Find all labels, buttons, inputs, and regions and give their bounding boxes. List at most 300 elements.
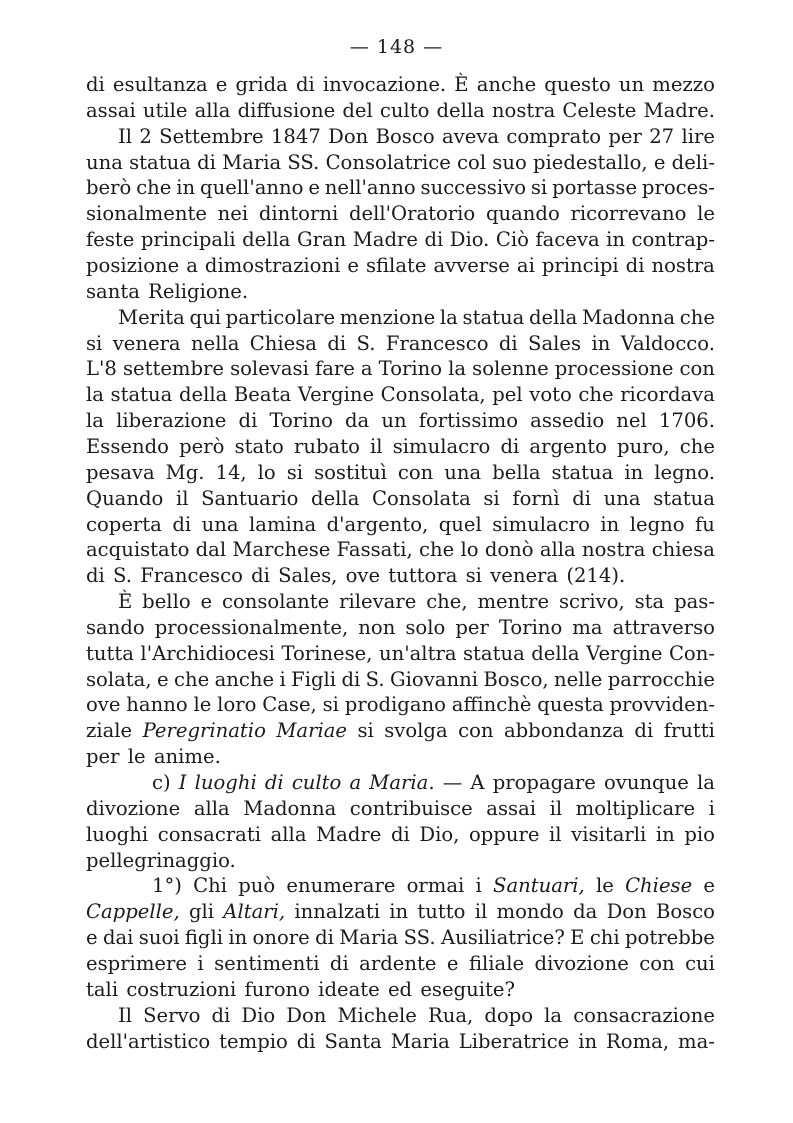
word: da <box>345 409 370 433</box>
italic-word: Altari, <box>223 900 286 924</box>
word: È <box>118 590 133 613</box>
word: tutta <box>86 641 134 665</box>
word: 1706. <box>658 409 715 433</box>
word: Madonna <box>243 796 337 820</box>
word: e <box>308 176 320 200</box>
word: principali <box>140 228 236 252</box>
word: ed <box>387 977 413 1001</box>
word: Maria <box>222 150 282 174</box>
word: ricordava <box>620 383 715 407</box>
word: alla <box>270 822 307 846</box>
word: Sales <box>528 331 582 355</box>
word: aveva <box>441 124 500 148</box>
word: questo <box>544 73 611 96</box>
word: di <box>315 926 334 950</box>
word: non <box>358 615 396 639</box>
word: Chiesa <box>249 331 317 355</box>
word: simulacro <box>392 434 491 458</box>
text-line <box>118 305 715 331</box>
text-line <box>86 150 715 176</box>
italic-word: a <box>349 771 362 794</box>
word: processione <box>554 357 674 381</box>
word: utile <box>142 98 188 122</box>
word: di <box>572 486 592 510</box>
word: può <box>238 874 276 898</box>
word: feste <box>86 228 135 252</box>
word: dimostrazioni <box>204 254 341 277</box>
word: fare <box>314 357 355 381</box>
text-line <box>86 175 715 201</box>
word: Consolata, <box>380 383 486 407</box>
word: per <box>455 615 489 639</box>
word: Francesco <box>140 564 243 588</box>
word: gli <box>188 900 215 924</box>
word: potrebbe <box>625 926 715 950</box>
text-line <box>86 98 715 124</box>
word: Don <box>328 124 369 148</box>
word: Torinese, <box>281 641 373 665</box>
text-line <box>86 460 715 486</box>
word: deli- <box>671 150 715 174</box>
word: si <box>86 331 103 355</box>
text-line <box>86 718 715 744</box>
word: che, <box>426 590 468 613</box>
word: esultanza <box>112 73 208 96</box>
word: che <box>578 383 614 407</box>
word: eseguite? <box>420 977 515 1001</box>
word: figli <box>184 926 223 950</box>
word: Figli <box>291 667 337 691</box>
word: ove <box>345 564 381 588</box>
word: della <box>529 305 578 329</box>
word: E <box>570 926 585 950</box>
word: col <box>457 150 487 174</box>
word: anime. <box>153 745 221 769</box>
word: simulacro <box>492 512 590 536</box>
word: voto <box>529 383 572 407</box>
word: onore <box>252 926 310 950</box>
text-line <box>86 899 715 925</box>
word: Ciò <box>495 228 529 252</box>
word: ovunque <box>603 771 689 794</box>
word: loro <box>217 693 257 717</box>
word: Celeste <box>562 98 637 122</box>
word: di <box>251 564 270 588</box>
word: legno. <box>654 460 715 484</box>
word: statua <box>110 383 173 407</box>
word: che <box>419 538 455 562</box>
word: tempio <box>219 1029 288 1053</box>
word: in <box>578 1029 598 1053</box>
word: Religione. <box>148 279 249 303</box>
word: Fassati, <box>336 538 413 562</box>
word: 1847 <box>270 124 321 148</box>
text-line <box>118 124 715 150</box>
word: S. <box>365 667 385 691</box>
text-line <box>86 512 715 538</box>
word: Santa <box>324 1029 382 1053</box>
italic-word: Peregrinatio <box>142 719 266 743</box>
word: visitarli <box>571 822 647 846</box>
word: pas- <box>674 590 715 613</box>
word: un'altra <box>379 641 457 665</box>
word: Consolata <box>372 486 471 510</box>
italic-word: di <box>264 771 284 794</box>
word: Santuario <box>201 486 299 510</box>
word: della <box>242 228 291 252</box>
word: piedestallo, <box>532 150 648 174</box>
word: chi <box>589 926 620 950</box>
word: Valdocco. <box>620 331 715 355</box>
word: moltiplicare <box>575 796 696 820</box>
word: provviden- <box>609 693 715 717</box>
text-line <box>86 796 715 822</box>
word: c) <box>152 771 171 794</box>
italic-word: luoghi <box>194 771 257 794</box>
word: lo <box>257 460 276 484</box>
word: Maria <box>390 1029 450 1053</box>
word: sta <box>634 590 665 613</box>
word: principi <box>541 254 619 277</box>
italic-word: Cappelle, <box>86 900 180 924</box>
word: di <box>211 1003 231 1027</box>
word: svolga <box>384 719 448 743</box>
text-line <box>86 615 715 641</box>
italic-word: Santuari, <box>493 874 585 898</box>
word: affinchè <box>451 693 532 717</box>
word: oppure <box>468 822 540 846</box>
word: — <box>442 771 463 794</box>
word: SS. <box>287 150 320 174</box>
word: i <box>279 667 286 691</box>
word: luoghi <box>86 822 149 846</box>
word: donò <box>484 538 534 562</box>
word: avverse <box>433 254 510 277</box>
word: pesava <box>86 460 155 484</box>
word: portasse <box>552 176 638 200</box>
word: assai <box>486 796 537 820</box>
word: il <box>175 486 189 510</box>
word: nel <box>616 409 647 433</box>
text-line <box>118 1003 715 1029</box>
word: S. <box>113 564 132 588</box>
word: di <box>329 951 349 975</box>
word: bello <box>142 590 191 613</box>
word: d'argento, <box>326 512 429 536</box>
word: rubato <box>293 434 360 458</box>
word: per <box>608 124 642 148</box>
word: nostra <box>491 98 556 122</box>
word: nei <box>217 202 249 226</box>
word: fu <box>695 512 715 536</box>
word: con <box>458 719 494 743</box>
word: È <box>454 73 469 96</box>
word: Marchese <box>232 538 331 562</box>
word: A <box>470 771 485 794</box>
word: di <box>327 331 347 355</box>
word: si <box>465 564 482 588</box>
word: assai <box>86 98 136 122</box>
text-line <box>86 641 715 667</box>
word: la <box>86 409 104 433</box>
word: santa <box>86 279 140 303</box>
word: pio <box>684 822 715 846</box>
word: in <box>600 512 620 536</box>
text-line <box>86 951 715 977</box>
word: (214). <box>566 564 626 588</box>
word: un <box>618 73 645 96</box>
word: SS. <box>403 926 436 950</box>
word: e <box>653 150 666 174</box>
text-line <box>86 356 715 382</box>
word: legno <box>629 512 685 536</box>
word: enumerare <box>286 874 396 898</box>
word: di <box>500 434 520 458</box>
text-line <box>86 201 715 227</box>
word: innalzati <box>294 900 380 924</box>
text-line <box>86 1029 715 1055</box>
word: della <box>436 98 485 122</box>
word: di <box>295 73 315 96</box>
word: solata, <box>86 667 152 691</box>
word: Il <box>118 1003 133 1027</box>
word: invocazione. <box>322 73 447 96</box>
word: Bosco <box>655 900 715 924</box>
word: lire <box>681 124 715 148</box>
word: nostra <box>582 538 646 562</box>
word: per <box>86 745 120 769</box>
word: di <box>498 331 518 355</box>
word: la <box>448 357 467 381</box>
word: della <box>311 486 360 510</box>
text-line <box>86 486 715 512</box>
word: 2 <box>139 124 152 148</box>
text-line <box>86 692 715 718</box>
word: solenne <box>472 357 549 381</box>
word: il <box>474 900 488 924</box>
word: costruzioni <box>126 977 237 1001</box>
word: diffusione <box>237 98 336 122</box>
word: l'Archidiocesi <box>140 641 275 665</box>
word: rilevare <box>339 590 417 613</box>
word: fornì <box>512 486 560 510</box>
italic-word: I <box>178 771 187 794</box>
word: Dio, <box>419 822 460 846</box>
word: pel <box>492 383 523 407</box>
word: Dio. <box>449 228 490 252</box>
word: 27 <box>649 124 675 148</box>
word: anche <box>476 73 537 96</box>
word: Mg. <box>165 460 205 484</box>
word: con <box>397 460 434 484</box>
word: il <box>549 822 562 846</box>
word: si <box>483 486 500 510</box>
word: suo <box>492 150 527 174</box>
word: di <box>296 1029 316 1053</box>
word: particolare <box>225 305 336 329</box>
word: di <box>424 228 444 252</box>
word: lo <box>460 538 479 562</box>
word: suoi <box>138 926 180 950</box>
word: con <box>679 357 715 381</box>
word: e <box>215 73 228 96</box>
word: esprimere <box>86 951 187 975</box>
word: statua <box>462 641 525 665</box>
word: 14, <box>215 460 247 484</box>
word: L'8 <box>86 357 117 381</box>
word: in <box>606 228 626 252</box>
word: una <box>603 486 641 510</box>
word: un <box>381 409 407 433</box>
word: si <box>530 176 548 200</box>
word: Madre <box>352 228 418 252</box>
word: e <box>156 667 169 691</box>
word: sostituì <box>314 460 387 484</box>
word: consacrati <box>157 822 262 846</box>
word: Michele <box>337 1003 417 1027</box>
word: i <box>197 951 204 975</box>
word: statua <box>551 460 614 484</box>
word: divozione <box>534 951 629 975</box>
word: assedio <box>530 409 605 433</box>
word: anche <box>214 667 275 691</box>
word: 1°) <box>152 874 182 898</box>
word: e <box>347 254 359 277</box>
word: berò <box>86 176 132 200</box>
word: mezzo <box>652 73 715 96</box>
word: ai <box>516 254 535 277</box>
word: Madre. <box>643 98 715 122</box>
text-line <box>86 408 715 434</box>
word: la <box>544 1003 563 1027</box>
word: però <box>179 434 225 458</box>
word: mondo <box>496 900 564 924</box>
word: coperta <box>86 512 162 536</box>
italic-word: Chiese <box>625 874 693 898</box>
text-line <box>118 589 715 615</box>
word: sfilate <box>365 254 427 277</box>
word: che <box>679 305 715 329</box>
text-line <box>86 667 715 693</box>
text-line <box>86 925 715 951</box>
word: furono <box>244 977 310 1001</box>
word: dell'Oratorio <box>348 202 476 226</box>
word: in <box>624 460 644 484</box>
word: Torino <box>378 357 443 381</box>
word: Roma, <box>606 1029 670 1053</box>
word: Dio <box>241 1003 276 1027</box>
word: di <box>634 719 654 743</box>
word: S. <box>356 331 376 355</box>
word: le <box>595 874 614 898</box>
word: tuttora <box>388 564 458 588</box>
word: nella <box>190 331 240 355</box>
word: di <box>86 564 105 588</box>
word: hanno <box>126 693 188 717</box>
word: venera <box>112 331 181 355</box>
word: solo <box>405 615 446 639</box>
word: dopo <box>484 1003 534 1027</box>
italic-word: Mariae <box>276 719 347 743</box>
word: Bosco <box>375 124 435 148</box>
word: grida <box>235 73 288 96</box>
word: le <box>127 745 146 769</box>
word: quel <box>438 512 482 536</box>
word: Case, <box>262 693 317 717</box>
word: Chi <box>193 874 228 898</box>
word: statua <box>653 486 715 510</box>
text-line <box>152 873 715 899</box>
italic-word: culto <box>291 771 342 794</box>
word: solevasi <box>230 357 309 381</box>
text-line <box>86 253 715 279</box>
word: argento <box>529 434 607 458</box>
word: di <box>86 73 105 96</box>
word: statua <box>462 305 525 329</box>
word: e <box>200 590 213 613</box>
word: pellegrinaggio. <box>86 848 236 872</box>
word: Don <box>286 1003 327 1027</box>
italic-word: Maria. <box>369 771 435 794</box>
word: i <box>475 874 482 898</box>
word: filiale <box>468 951 525 975</box>
word: consacrazione <box>573 1003 715 1027</box>
word: culto <box>379 98 430 122</box>
word: si <box>322 693 339 717</box>
word: abbondanza <box>503 719 624 743</box>
text-line <box>86 563 715 589</box>
text-line <box>86 279 715 305</box>
word: alla <box>194 98 231 122</box>
word: Vergine <box>586 641 663 665</box>
word: Merita <box>118 305 185 329</box>
word: Settembre <box>159 124 264 148</box>
word: menzione <box>339 305 436 329</box>
word: la <box>696 771 715 794</box>
word: Quando <box>86 486 164 510</box>
word: dintorni <box>258 202 339 226</box>
word: Torino <box>269 409 333 433</box>
word: sentimenti <box>214 951 320 975</box>
word: di <box>238 409 258 433</box>
word: dal <box>195 538 227 562</box>
word: stato <box>234 434 284 458</box>
word: qui <box>189 305 221 329</box>
word: ma- <box>678 1029 715 1053</box>
text-line <box>152 770 715 796</box>
word: del <box>342 98 373 122</box>
word: di <box>341 667 361 691</box>
word: frutti <box>663 719 715 743</box>
word: Con- <box>668 641 715 665</box>
word: processionalmente, <box>154 615 349 639</box>
word: fortissimo <box>418 409 519 433</box>
word: Bosco, <box>483 667 549 691</box>
word: mentre <box>477 590 550 613</box>
word: ricorrevano <box>570 202 687 226</box>
word: i <box>708 796 715 820</box>
word: acquistato <box>86 538 190 562</box>
word: bella <box>492 460 541 484</box>
word: sando <box>86 615 145 639</box>
word: Giovanni <box>390 667 478 691</box>
word: ideate <box>318 977 380 1001</box>
word: tutto <box>417 900 466 924</box>
word: quell'anno <box>200 176 304 200</box>
word: cui <box>685 951 715 975</box>
word: di <box>197 150 216 174</box>
word: lamina <box>249 512 317 536</box>
